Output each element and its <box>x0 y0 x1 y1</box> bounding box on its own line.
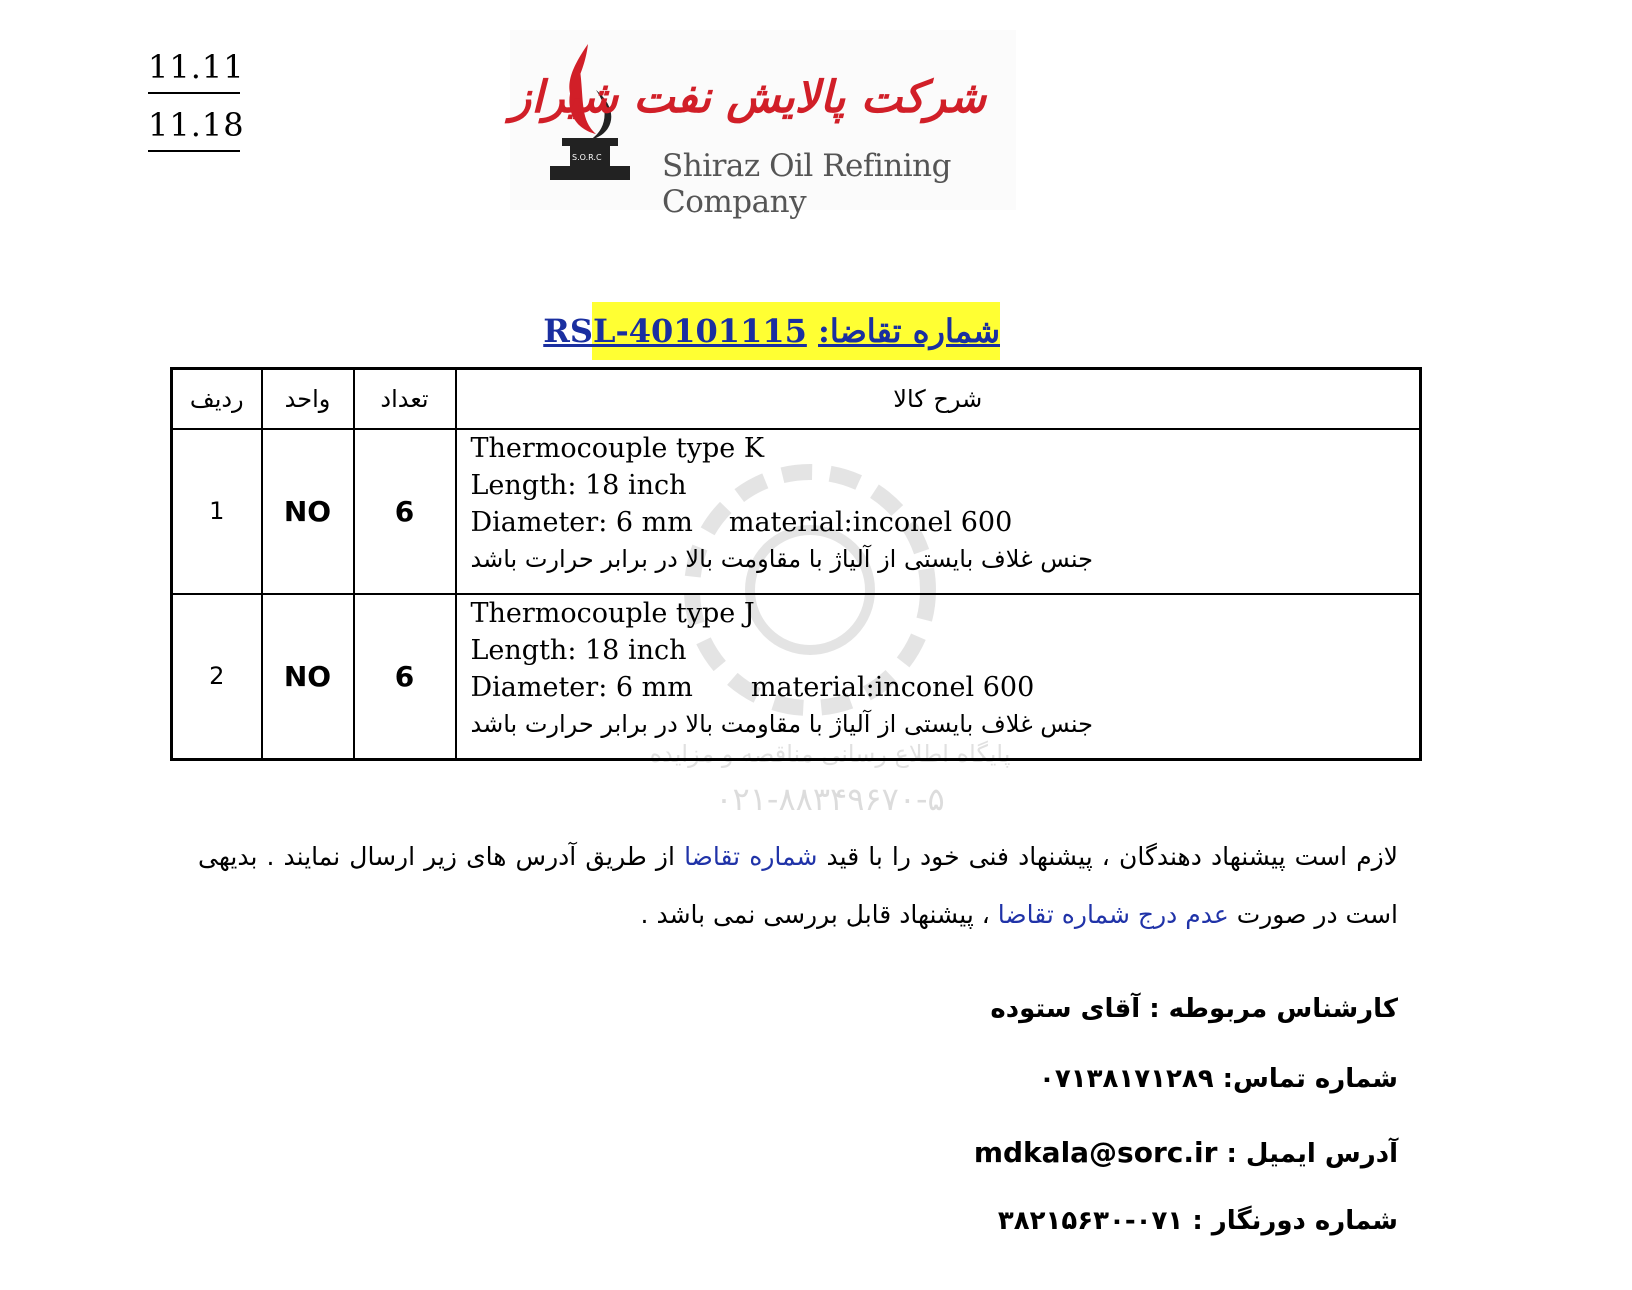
expert-value: آقای ستوده <box>990 994 1141 1024</box>
logo-company-en: Shiraz Oil Refining Company <box>662 148 951 220</box>
row-unit: NO <box>262 429 354 594</box>
notice-paragraph <box>198 828 1398 944</box>
notice-missing-request-ref: عدم درج شماره تقاضا <box>997 900 1229 929</box>
contact-phone <box>1039 1064 1398 1094</box>
notice-text-2: از طریق آدرس های زیر ارسال نمایند . بدیهی است در صورت <box>198 842 1398 929</box>
request-number-title <box>543 302 1000 360</box>
table-row <box>172 594 1421 760</box>
date-stamp <box>148 46 245 162</box>
contact-email <box>974 1136 1398 1169</box>
table-header-row <box>172 369 1421 430</box>
date-top: 11.11 <box>148 46 240 94</box>
row-quantity: 6 <box>354 594 456 760</box>
notice-text-1: لازم است پیشنهاد دهندگان ، پیشنهاد فنی خود را با قید <box>826 842 1399 871</box>
header-unit: واحد <box>262 369 354 430</box>
row-description <box>456 594 1421 760</box>
desc-diameter: Diameter: 6 mm <box>470 671 693 703</box>
contact-fax <box>998 1206 1398 1236</box>
row-quantity: 6 <box>354 429 456 594</box>
desc-line1: Thermocouple type K <box>470 433 765 464</box>
fax-label: شماره دورنگار : <box>1192 1206 1398 1236</box>
header-row-number: ردیف <box>172 369 262 430</box>
row-description <box>456 429 1421 594</box>
email-value[interactable]: mdkala@sorc.ir <box>973 1136 1218 1169</box>
phone-value: ۰۷۱۳۸۱۷۱۲۸۹ <box>1039 1064 1214 1094</box>
phone-label: شماره تماس: <box>1222 1064 1398 1094</box>
fax-value: ۰۷۱-۳۸۲۱۵۶۳۰ <box>997 1206 1184 1236</box>
email-label: آدرس ایمیل : <box>1226 1139 1398 1169</box>
desc-material: material:inconel 600 <box>750 671 1035 703</box>
desc-line2: Length: 18 inch <box>470 634 687 666</box>
logo-company-fa: شرکت پالایش نفت شیراز <box>510 72 986 123</box>
items-table <box>170 367 1422 761</box>
desc-material: material:inconel 600 <box>728 507 1013 538</box>
desc-note: جنس غلاف بایستی از آلیاژ با مقاومت بالا در برابر حرارت باشد <box>470 545 1093 573</box>
row-number: 1 <box>172 429 262 594</box>
logo-badge-text: S.O.R.C <box>572 153 602 162</box>
notice-request-number-ref: شماره تقاضا <box>684 842 818 871</box>
table-row <box>172 429 1421 594</box>
header-quantity: تعداد <box>354 369 456 430</box>
contact-expert <box>990 994 1398 1024</box>
desc-line1: Thermocouple type J <box>470 597 755 629</box>
desc-diameter: Diameter: 6 mm <box>470 507 693 538</box>
watermark-line2: ۰۲۱-۸۸۳۴۹۶۷۰-۵ <box>715 780 945 818</box>
header-description: شرح کالا <box>456 369 1421 430</box>
request-number: RSL-40101115 <box>543 312 807 350</box>
request-label: شماره تقاضا: <box>818 312 1000 350</box>
notice-text-3: ، پیشنهاد قابل بررسی نمی باشد . <box>640 900 990 929</box>
row-number: 2 <box>172 594 262 760</box>
row-unit: NO <box>262 594 354 760</box>
date-bottom: 11.18 <box>148 104 240 152</box>
desc-note: جنس غلاف بایستی از آلیاژ با مقاومت بالا در برابر حرارت باشد <box>470 709 1093 738</box>
watermark-line1: پایگاه اطلاع رسانی مناقصه و مزایده <box>649 740 1011 768</box>
expert-label: کارشناس مربوطه : <box>1149 994 1398 1024</box>
desc-line2: Length: 18 inch <box>470 470 687 501</box>
company-logo <box>510 30 1016 220</box>
